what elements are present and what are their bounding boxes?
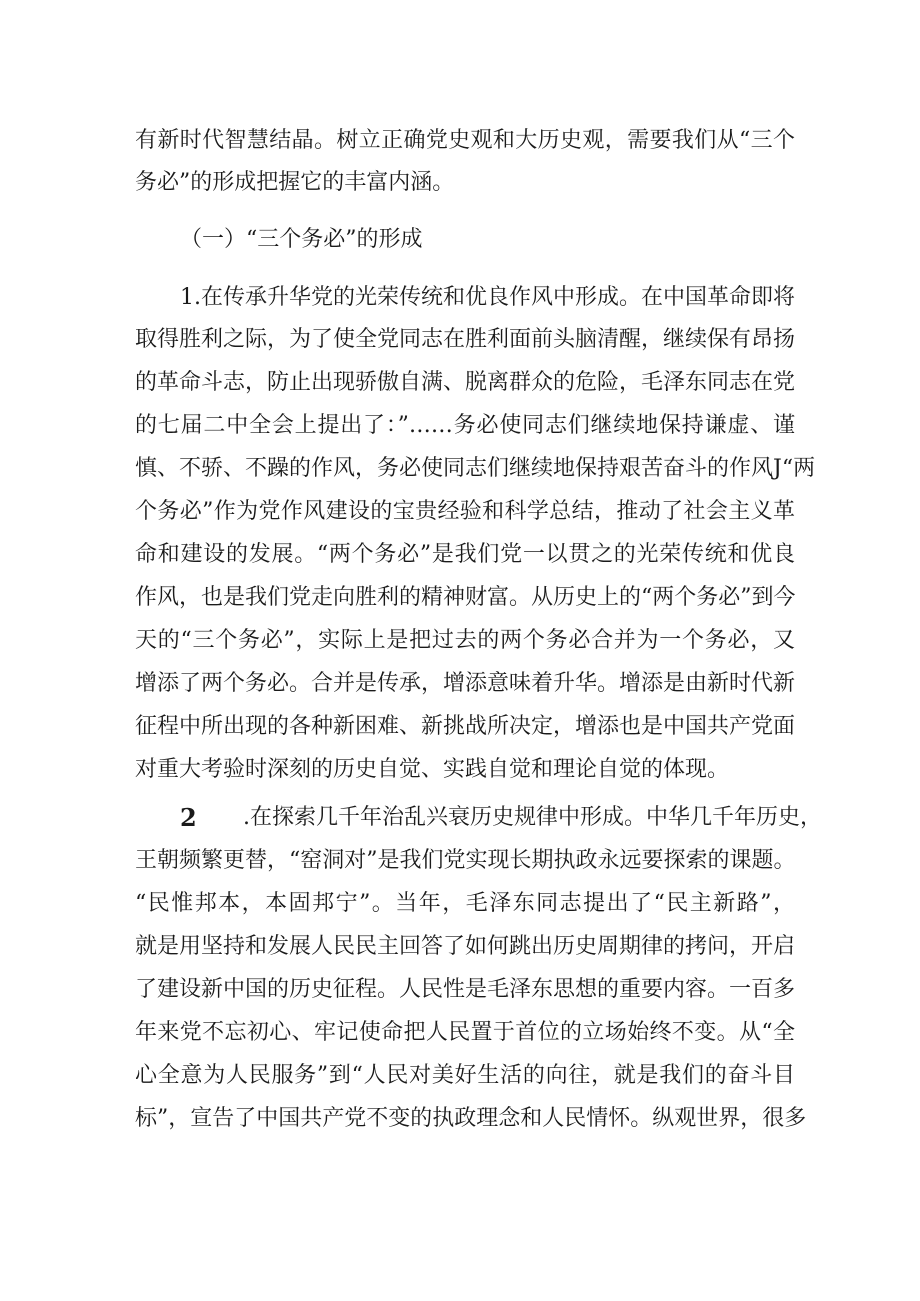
- p1-line-10: 增添了两个务必。合并是传承，增添意味着升华。增添是由新时代新: [135, 671, 796, 696]
- p1-line-7: 命和建设的发展。“两个务必”是我们党一以贯之的光荣传统和优良: [135, 542, 795, 567]
- p1-line-11: 征程中所出现的各种新困难、新挑战所决定，增添也是中国共产党面: [135, 714, 796, 739]
- p1-line-1: 1.在传承升华党的光荣传统和优良作风中形成。在中国革命即将: [180, 285, 795, 310]
- p2-line-4: 就是用坚持和发展人民民主回答了如何跳出历史周期律的拷问，开启: [135, 934, 796, 959]
- p1-line-5: 慎、不骄、不躁的作风，务必使同志们继续地保持艰苦奋斗的作风J“两: [135, 456, 816, 481]
- p1-line-2: 取得胜利之际，为了使全党同志在胜利面前头脑清醒，继续保有昂扬: [135, 327, 796, 352]
- p2-line-8: 标”，宣告了中国共产党不变的执政理念和人民情怀。纵观世界，很多: [135, 1106, 807, 1131]
- p1-line-12: 对重大考验时深刻的历史自觉、实践自觉和理论自觉的体现。: [135, 757, 730, 782]
- p2-line-6: 年来党不忘初心、牢记使命把人民置于首位的立场始终不变。从“全: [135, 1020, 795, 1045]
- p2-line-2: 王朝频繁更替，“窑洞对”是我们党实现长期执政永远要探索的课题。: [135, 848, 796, 873]
- p2-line-3: “民惟邦本，本固邦宁”。当年，毛泽东同志提出了“民主新路”，: [135, 891, 795, 916]
- p1-line-9: 天的“三个务必”，实际上是把过去的两个务必合并为一个务必，又: [135, 628, 795, 653]
- p2-line-5: 了建设新中国的历史征程。人民性是毛泽东思想的重要内容。一百多: [135, 977, 796, 1002]
- p2-line-7: 心全意为人民服务”到“人民对美好生活的向往，就是我们的奋斗目: [135, 1063, 795, 1088]
- intro-line-2: 务必”的形成把握它的丰富内涵。: [135, 170, 455, 195]
- p2-line-1: .在探索几千年治乱兴衰历史规律中形成。中华几千年历史，: [243, 805, 822, 830]
- p1-line-6: 个务必”作为党作风建设的宝贵经验和科学总结，推动了社会主义革: [135, 499, 795, 524]
- intro-line-1: 有新时代智慧结晶。树立正确党史观和大历史观，需要我们从“三个: [135, 128, 795, 153]
- section-heading: （一）“三个务必”的形成: [180, 227, 423, 252]
- p1-line-8: 作风，也是我们党走向胜利的精神财富。从历史上的“两个务必”到今: [135, 585, 796, 610]
- p1-line-3: 的革命斗志，防止出现骄傲自满、脱离群众的危险，毛泽东同志在党: [135, 370, 796, 395]
- p1-line-4: 的七届二中全会上提出了：”……务必使同志们继续地保持谦虚、谨: [135, 413, 795, 438]
- p2-number: 2: [180, 803, 197, 832]
